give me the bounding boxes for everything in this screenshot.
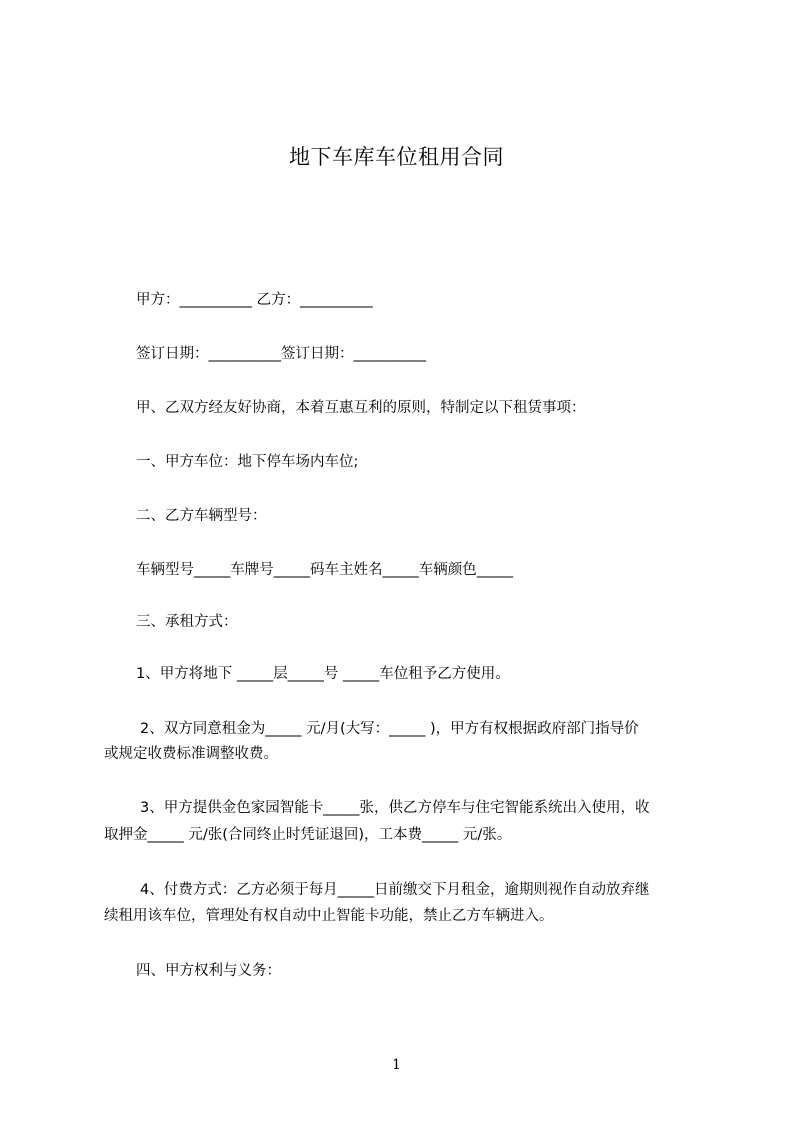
section-4-heading: 四、甲方权利与义务： xyxy=(136,963,281,979)
vehicle-info-line: 车辆型号_____车牌号_____码车主姓名_____车辆颜色_____ xyxy=(136,562,513,578)
item-2-line-2: 或规定收费标准调整收费。 xyxy=(104,746,278,762)
section-2-heading: 二、乙方车辆型号： xyxy=(136,508,267,524)
item-2-line-1: 2、双方同意租金为_____ 元/月(大写：_____ )，甲方有权根据政府部门指导价 xyxy=(140,721,639,737)
intro-paragraph: 甲、乙双方经友好协商，本着互惠互利的原则，特制定以下租赁事项： xyxy=(136,400,586,416)
item-4-line-2: 续租用该车位，管理处有权自动中止智能卡功能，禁止乙方车辆进入。 xyxy=(104,908,554,924)
contract-title: 地下车库车位租用合同 xyxy=(289,145,504,169)
section-3-heading: 三、承租方式： xyxy=(136,614,238,630)
signing-dates-line: 签订日期：__________签订日期：__________ xyxy=(136,346,426,362)
item-4-line-1: 4、付费方式：乙方必须于每月_____日前缴交下月租金，逾期则视作自动放弃继 xyxy=(140,882,650,898)
parties-line: 甲方：__________ 乙方：__________ xyxy=(136,292,373,308)
section-1-heading: 一、甲方车位：地下停车场内车位; xyxy=(136,454,359,470)
item-3-line-2: 取押金_____ 元/张(合同终止时凭证退回)，工本费_____ 元/张。 xyxy=(104,827,512,843)
item-3-line-1: 3、甲方提供金色家园智能卡_____张，供乙方停车与住宅智能系统出入使用，收 xyxy=(140,800,650,816)
page-number: 1 xyxy=(392,1057,401,1073)
item-1-paragraph: 1、甲方将地下 _____层_____号 _____车位租予乙方使用。 xyxy=(136,666,510,682)
